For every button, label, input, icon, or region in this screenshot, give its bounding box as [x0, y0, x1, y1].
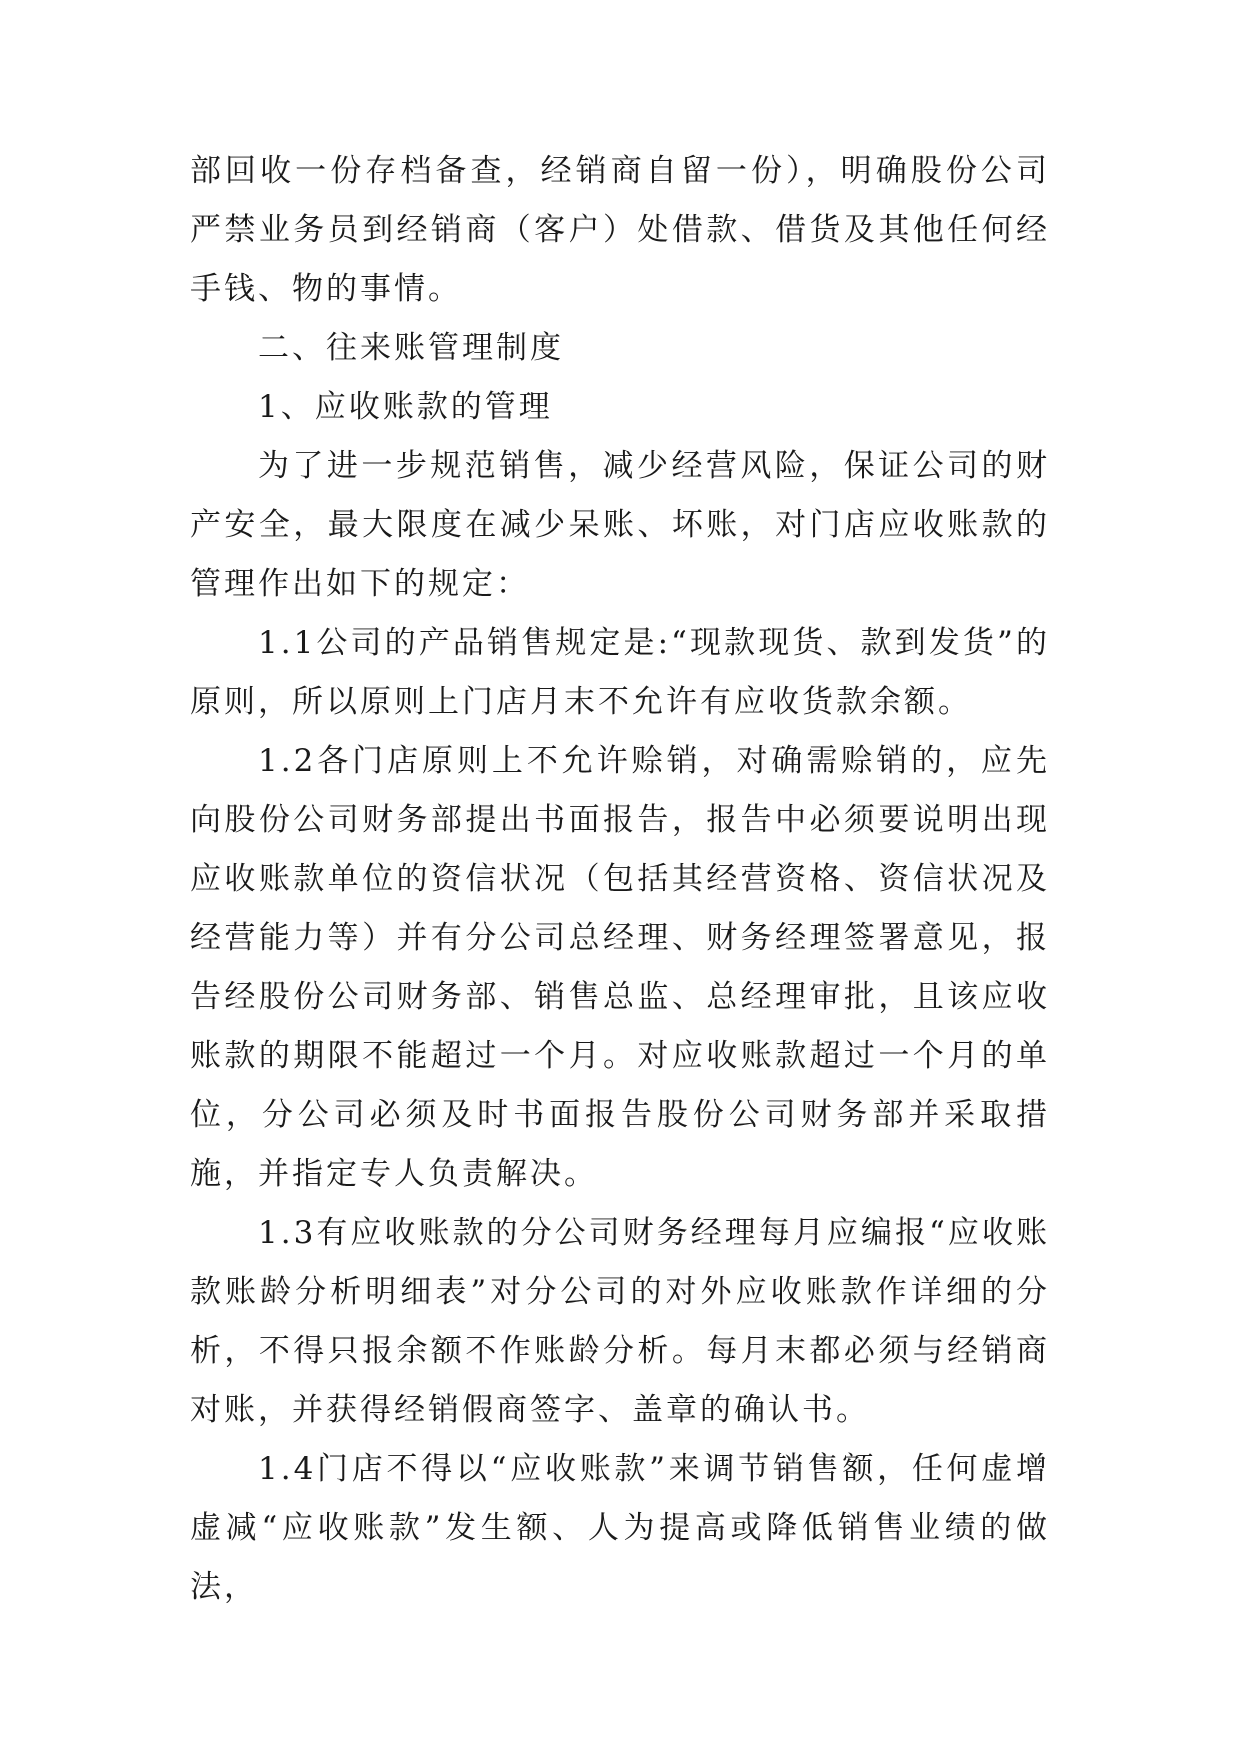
subsection-heading: 1、应收账款的管理	[258, 389, 553, 425]
paragraph-rule-1-4: 1.4门店不得以“应收账款”来调节销售额，任何虚增虚减“应收账款”发生额、人为提高或降低销售业绩的做法，	[190, 1451, 1050, 1605]
paragraph-intro: 为了进一步规范销售，减少经营风险，保证公司的财产安全，最大限度在减少呆账、坏账，对门店应收账款的管理作出如下的规定：	[190, 448, 1050, 602]
paragraph-rule-1-3: 1.3有应收账款的分公司财务经理每月应编报“应收账款账龄分析明细表”对分公司的对外应收账款作详细的分析，不得只报余额不作账龄分析。每月末都必须与经销商对账，并获得经销假商签字、盖章的确认书。	[190, 1215, 1050, 1428]
section-heading: 二、往来账管理制度	[258, 330, 564, 366]
paragraph-rule-1-1: 1.1公司的产品销售规定是:“现款现货、款到发货”的原则，所以原则上门店月末不允许有应收货款余额。	[190, 625, 1050, 720]
paragraph-continuation: 部回收一份存档备查，经销商自留一份），明确股份公司严禁业务员到经销商（客户）处借款、借货及其他任何经手钱、物的事情。	[190, 153, 1050, 307]
paragraph-rule-1-2: 1.2各门店原则上不允许赊销，对确需赊销的，应先向股份公司财务部提出书面报告，报告中必须要说明出现应收账款单位的资信状况（包括其经营资格、资信状况及经营能力等）并有分公司总经理、财务经理签署意见，报告经股份公司财务部、销售总监、总经理审批，且该应收账款的期限不能超过一个月。对应收账款超过一个月的单位，分公司必须及时书面报告股份公司财务部并采取措施，并指定专人负责解决。	[190, 743, 1050, 1192]
document-body	[190, 142, 1050, 1617]
